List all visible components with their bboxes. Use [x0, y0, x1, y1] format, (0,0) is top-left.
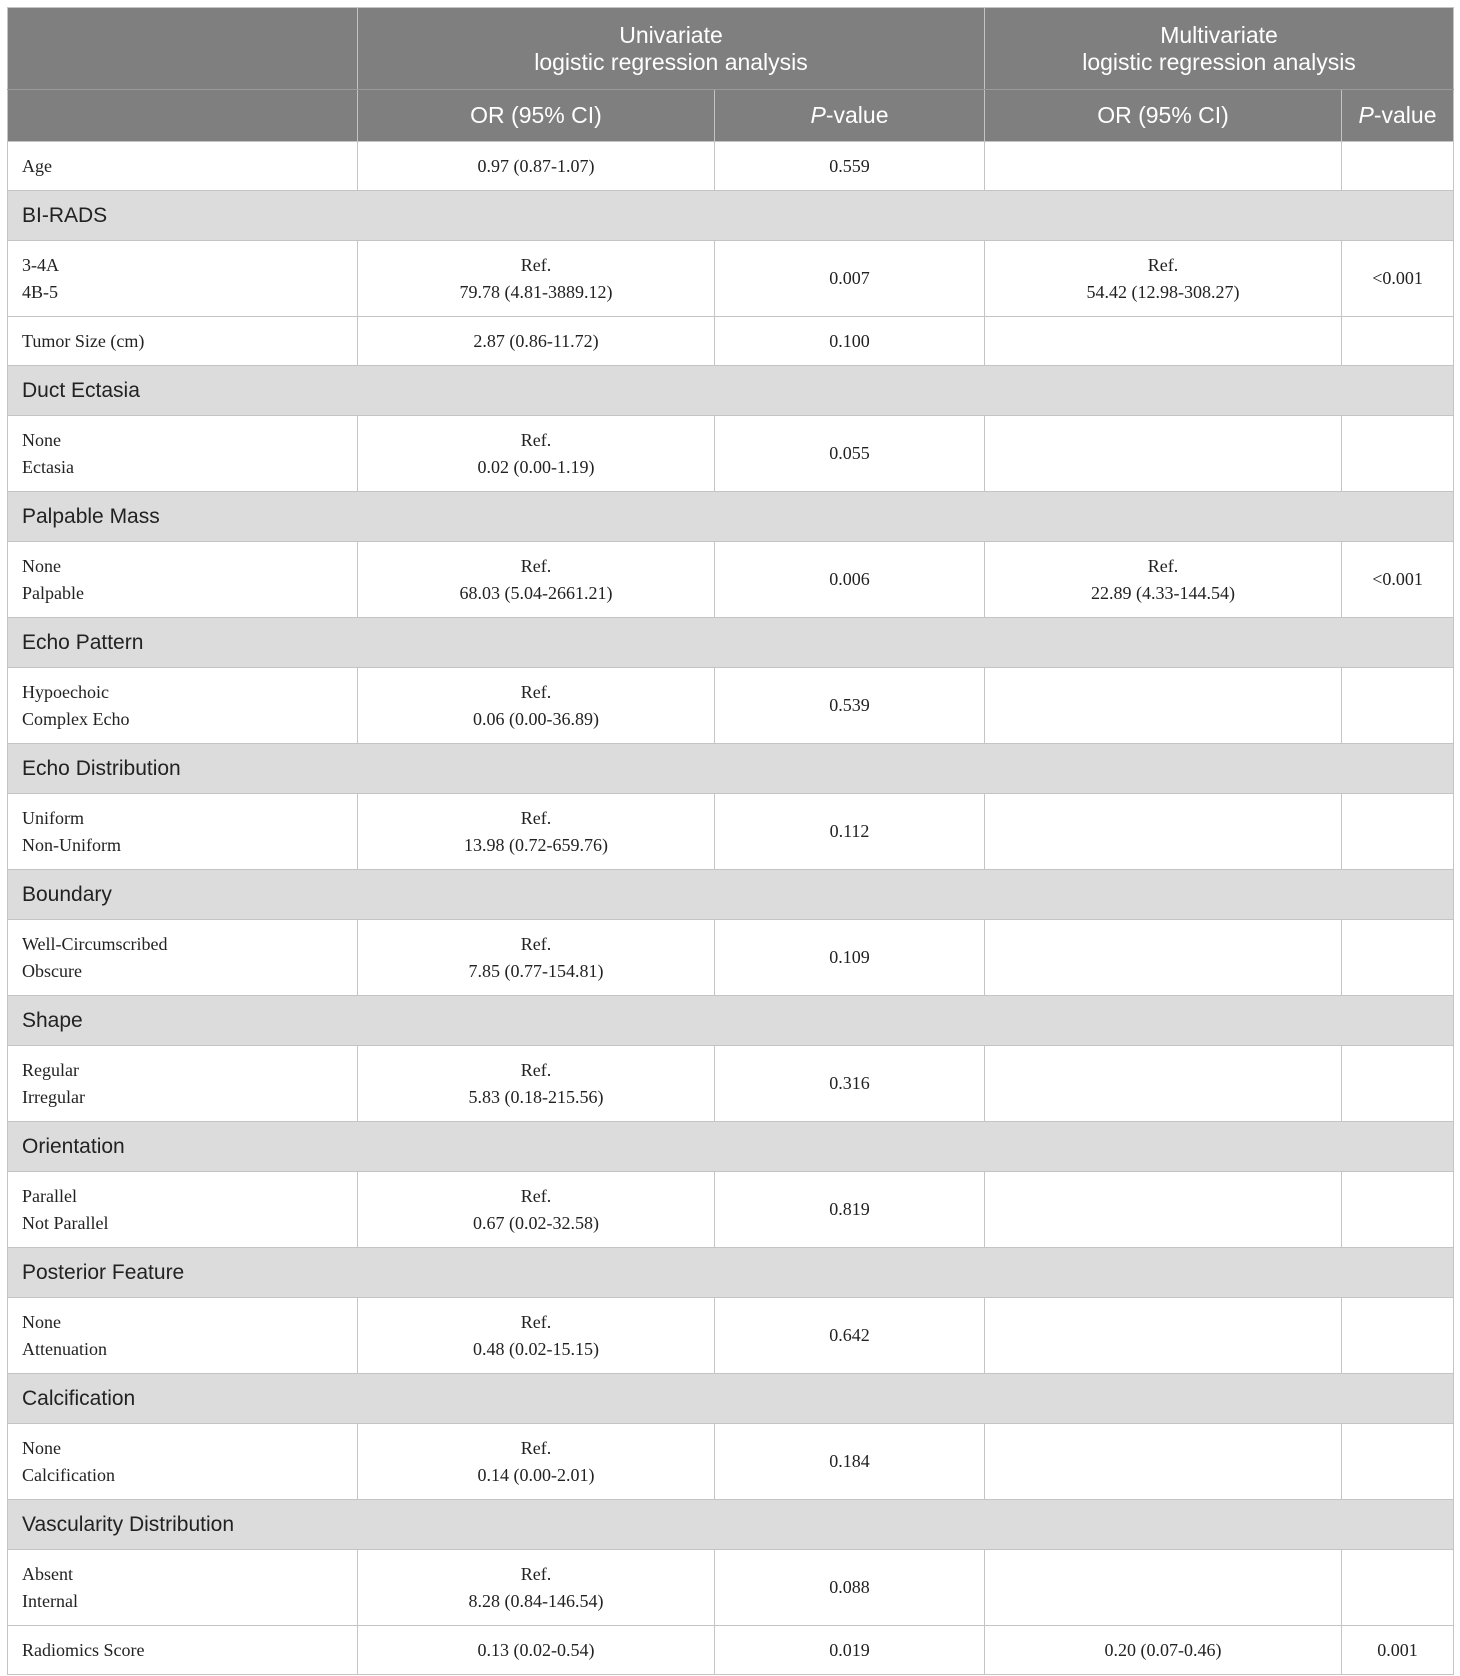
- section-label: Palpable Mass: [8, 492, 1454, 542]
- uni-p-cell: 0.100: [715, 317, 985, 366]
- uni-p-cell: 0.316: [715, 1046, 985, 1122]
- section-boundary: [8, 870, 1454, 920]
- multi-p-cell: 0.001: [1342, 1626, 1454, 1675]
- header-multivariate: Multivariate logistic regression analysis: [985, 8, 1454, 90]
- header-univariate: Univariate logistic regression analysis: [358, 8, 985, 90]
- row-labels: Regular Irregular: [8, 1046, 358, 1122]
- header-multi-or: OR (95% CI): [985, 90, 1342, 142]
- uni-or-cell: Ref. 0.02 (0.00-1.19): [358, 416, 715, 492]
- row-calcification: [8, 1424, 1454, 1500]
- multi-p-cell: [1342, 1298, 1454, 1374]
- section-vascularity: [8, 1500, 1454, 1550]
- multi-p-cell: [1342, 416, 1454, 492]
- row-orientation: [8, 1172, 1454, 1248]
- section-echo-pattern: [8, 618, 1454, 668]
- row-labels: 3-4A 4B-5: [8, 241, 358, 317]
- row-birads: [8, 241, 1454, 317]
- multi-or-cell: [985, 1424, 1342, 1500]
- row-duct-ectasia: [8, 416, 1454, 492]
- row-boundary: [8, 920, 1454, 996]
- row-label: Tumor Size (cm): [8, 317, 358, 366]
- multi-p-cell: [1342, 1424, 1454, 1500]
- row-shape: [8, 1046, 1454, 1122]
- uni-p-cell: 0.112: [715, 794, 985, 870]
- uni-p-cell: 0.088: [715, 1550, 985, 1626]
- row-labels: None Palpable: [8, 542, 358, 618]
- section-label: BI-RADS: [8, 191, 1454, 241]
- uni-p-cell: 0.184: [715, 1424, 985, 1500]
- multi-p-cell: [1342, 794, 1454, 870]
- multi-or-cell: [985, 1172, 1342, 1248]
- multi-or-cell: [985, 1046, 1342, 1122]
- uni-or-cell: Ref. 0.67 (0.02-32.58): [358, 1172, 715, 1248]
- header-uni-p: P-value: [715, 90, 985, 142]
- uni-or-cell: Ref. 0.14 (0.00-2.01): [358, 1424, 715, 1500]
- multi-or-cell: Ref. 54.42 (12.98-308.27): [985, 241, 1342, 317]
- row-radiomics-score: [8, 1626, 1454, 1675]
- multi-or-cell: [985, 416, 1342, 492]
- multi-p-cell: <0.001: [1342, 542, 1454, 618]
- section-posterior-feature: [8, 1248, 1454, 1298]
- uni-or-cell: Ref. 13.98 (0.72-659.76): [358, 794, 715, 870]
- row-labels: Well-Circumscribed Obscure: [8, 920, 358, 996]
- uni-or-cell: Ref. 8.28 (0.84-146.54): [358, 1550, 715, 1626]
- header-blank: [8, 8, 358, 90]
- row-posterior-feature: [8, 1298, 1454, 1374]
- row-labels: Uniform Non-Uniform: [8, 794, 358, 870]
- section-label: Orientation: [8, 1122, 1454, 1172]
- multi-or-cell: [985, 1298, 1342, 1374]
- multi-p-cell: [1342, 1172, 1454, 1248]
- multi-or-cell: [985, 920, 1342, 996]
- section-label: Echo Distribution: [8, 744, 1454, 794]
- multi-or-cell: 0.20 (0.07-0.46): [985, 1626, 1342, 1675]
- multi-p-cell: [1342, 142, 1454, 191]
- header-uni-or: OR (95% CI): [358, 90, 715, 142]
- multi-or-cell: Ref. 22.89 (4.33-144.54): [985, 542, 1342, 618]
- multi-or-cell: [985, 1550, 1342, 1626]
- header-row-columns: [8, 90, 1454, 142]
- uni-p-cell: 0.055: [715, 416, 985, 492]
- section-label: Duct Ectasia: [8, 366, 1454, 416]
- uni-p-cell: 0.819: [715, 1172, 985, 1248]
- uni-or-cell: Ref. 79.78 (4.81-3889.12): [358, 241, 715, 317]
- multi-p-cell: [1342, 1550, 1454, 1626]
- row-vascularity: [8, 1550, 1454, 1626]
- row-palpable-mass: [8, 542, 1454, 618]
- uni-p-cell: 0.019: [715, 1626, 985, 1675]
- section-birads: [8, 191, 1454, 241]
- multi-or-cell: [985, 668, 1342, 744]
- uni-or-cell: Ref. 68.03 (5.04-2661.21): [358, 542, 715, 618]
- uni-or-cell: Ref. 0.48 (0.02-15.15): [358, 1298, 715, 1374]
- uni-p-cell: 0.109: [715, 920, 985, 996]
- multi-or-cell: [985, 317, 1342, 366]
- section-calcification: [8, 1374, 1454, 1424]
- regression-table: [7, 7, 1454, 1675]
- row-age: [8, 142, 1454, 191]
- row-label: Radiomics Score: [8, 1626, 358, 1675]
- section-label: Vascularity Distribution: [8, 1500, 1454, 1550]
- multi-p-cell: <0.001: [1342, 241, 1454, 317]
- uni-p-cell: 0.007: [715, 241, 985, 317]
- row-label: Age: [8, 142, 358, 191]
- row-labels: None Calcification: [8, 1424, 358, 1500]
- section-shape: [8, 996, 1454, 1046]
- section-echo-distribution: [8, 744, 1454, 794]
- multi-or-cell: [985, 142, 1342, 191]
- uni-p-cell: 0.006: [715, 542, 985, 618]
- section-palpable-mass: [8, 492, 1454, 542]
- section-label: Posterior Feature: [8, 1248, 1454, 1298]
- row-echo-distribution: [8, 794, 1454, 870]
- multi-or-cell: [985, 794, 1342, 870]
- uni-or-cell: Ref. 0.06 (0.00-36.89): [358, 668, 715, 744]
- uni-or-cell: Ref. 7.85 (0.77-154.81): [358, 920, 715, 996]
- multi-p-cell: [1342, 317, 1454, 366]
- section-label: Shape: [8, 996, 1454, 1046]
- section-label: Echo Pattern: [8, 618, 1454, 668]
- section-orientation: [8, 1122, 1454, 1172]
- row-labels: Parallel Not Parallel: [8, 1172, 358, 1248]
- row-labels: Hypoechoic Complex Echo: [8, 668, 358, 744]
- header-multi-p: P-value: [1342, 90, 1454, 142]
- header-row-group: [8, 8, 1454, 90]
- row-labels: None Ectasia: [8, 416, 358, 492]
- header-blank-2: [8, 90, 358, 142]
- multi-p-cell: [1342, 920, 1454, 996]
- uni-p-cell: 0.539: [715, 668, 985, 744]
- uni-p-cell: 0.559: [715, 142, 985, 191]
- uni-p-cell: 0.642: [715, 1298, 985, 1374]
- uni-or-cell: Ref. 5.83 (0.18-215.56): [358, 1046, 715, 1122]
- row-echo-pattern: [8, 668, 1454, 744]
- multi-p-cell: [1342, 668, 1454, 744]
- uni-or-cell: 0.97 (0.87-1.07): [358, 142, 715, 191]
- multi-p-cell: [1342, 1046, 1454, 1122]
- row-tumor-size: [8, 317, 1454, 366]
- row-labels: Absent Internal: [8, 1550, 358, 1626]
- row-labels: None Attenuation: [8, 1298, 358, 1374]
- uni-or-cell: 0.13 (0.02-0.54): [358, 1626, 715, 1675]
- uni-or-cell: 2.87 (0.86-11.72): [358, 317, 715, 366]
- section-label: Calcification: [8, 1374, 1454, 1424]
- section-label: Boundary: [8, 870, 1454, 920]
- section-duct-ectasia: [8, 366, 1454, 416]
